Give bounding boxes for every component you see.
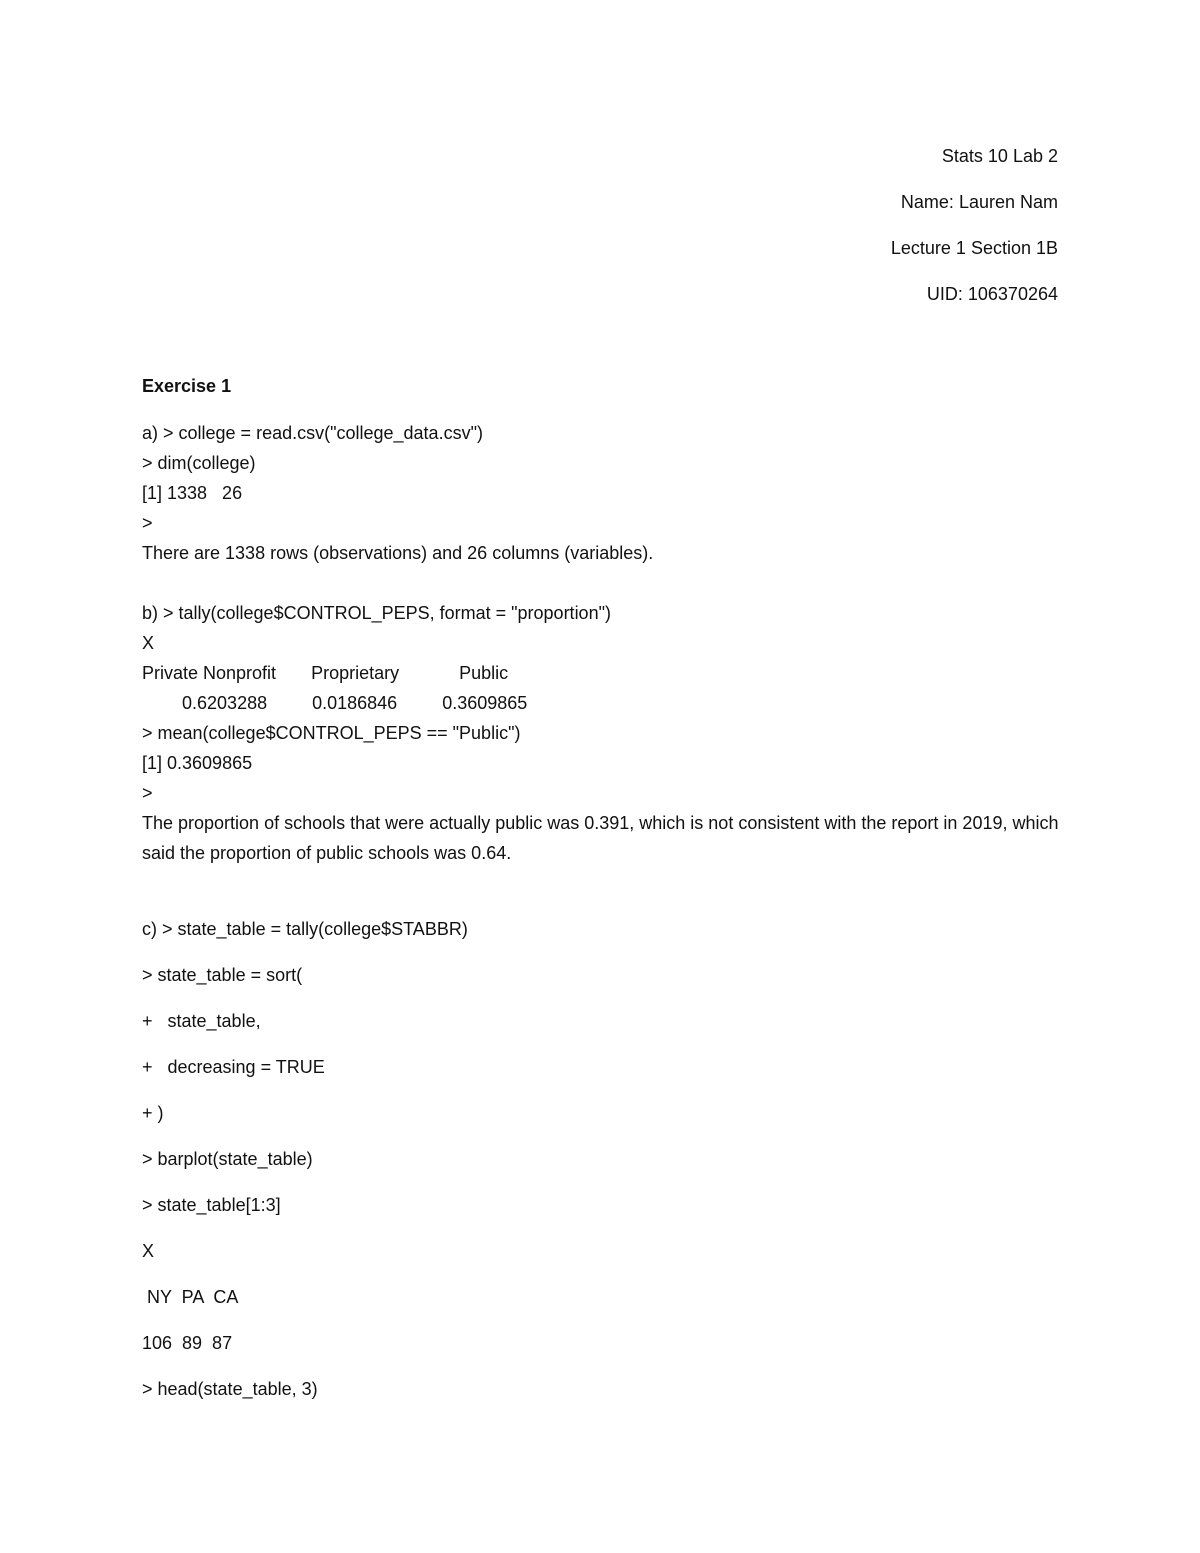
- code-line: + ): [142, 1103, 164, 1123]
- code-line: c) > state_table = tally(college$STABBR): [142, 919, 468, 939]
- spacer: [142, 868, 1062, 898]
- code-line: > mean(college$CONTROL_PEPS == "Public"): [142, 723, 521, 743]
- code-line: + state_table,: [142, 1011, 261, 1031]
- code-line: > state_table = sort(: [142, 965, 303, 985]
- code-output-line: X: [142, 1241, 155, 1261]
- code-output-line: [1] 0.3609865: [142, 753, 253, 773]
- code-line: > state_table[1:3]: [142, 1195, 281, 1215]
- spacer: [142, 898, 1062, 914]
- student-name: Name: Lauren Nam: [900, 192, 1058, 212]
- answer-text: There are 1338 rows (observations) and 26 columns (variables).: [142, 543, 654, 563]
- code-output-line: 0.6203288 0.0186846 0.3609865: [142, 693, 528, 713]
- code-output-line: Private Nonprofit Proprietary Public: [142, 663, 509, 683]
- code-output-line: NY PA CA: [142, 1287, 239, 1307]
- student-uid: UID: 106370264: [926, 284, 1058, 304]
- code-line: > barplot(state_table): [142, 1149, 313, 1169]
- code-prompt-line: >: [142, 513, 153, 533]
- part-a: [142, 418, 1062, 568]
- document-header: [891, 142, 1058, 326]
- code-line: > head(state_table, 3): [142, 1379, 318, 1399]
- lecture-section: Lecture 1 Section 1B: [890, 238, 1058, 258]
- code-prompt-line: >: [142, 783, 153, 803]
- part-c: [142, 914, 1062, 1420]
- code-output-line: [1] 1338 26: [142, 483, 243, 503]
- code-line: b) > tally(college$CONTROL_PEPS, format = "proportion"): [142, 603, 611, 623]
- code-output-line: 106 89 87: [142, 1333, 233, 1353]
- part-b: [142, 598, 1062, 868]
- code-line: > dim(college): [142, 453, 256, 473]
- code-line: a) > college = read.csv("college_data.csv"): [142, 423, 483, 443]
- code-line: + decreasing = TRUE: [142, 1057, 325, 1077]
- document-body: [142, 372, 1062, 1420]
- spacer: [142, 568, 1062, 598]
- exercise-heading: Exercise 1: [142, 376, 232, 396]
- course-title: Stats 10 Lab 2: [941, 146, 1058, 166]
- code-output-line: X: [142, 633, 155, 653]
- answer-text: The proportion of schools that were actually public was 0.391, which is not consistent with the report in 2019, which said the proportion of public schools was 0.64.: [142, 813, 1059, 863]
